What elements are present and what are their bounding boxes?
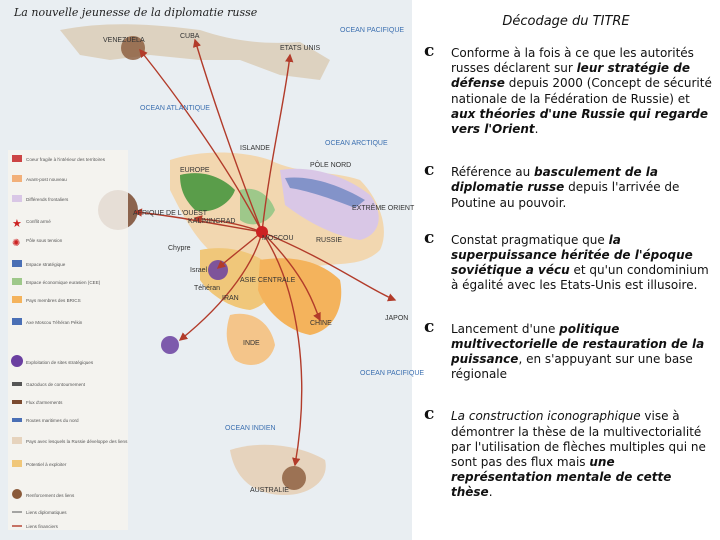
- label-ocean-pacifique-bottom: OCEAN PACIFIQUE: [360, 370, 425, 377]
- legend-item: Routes maritimes du nord: [26, 418, 79, 423]
- bullet-3: [424, 227, 714, 294]
- label-ocean-pacifique-top: OCEAN PACIFIQUE: [340, 27, 405, 34]
- c-icon: c: [424, 316, 435, 337]
- label-asie-centrale: ASIE CENTRALE: [240, 277, 296, 284]
- bullet-emphasis: aux théories d'une Russie qui regarde vers l'Orient: [451, 106, 709, 137]
- legend-item: Axe Moscou Téhéran Pékin: [26, 320, 83, 325]
- legend-item: Exploitation de sites stratégiques: [26, 360, 94, 365]
- legend-item: Espace économique eurasien (CEE): [26, 280, 101, 285]
- label-ocean-indien: OCEAN INDIEN: [225, 425, 276, 432]
- legend-item: Espace stratégique: [26, 262, 66, 267]
- bullet-emphasis: politique multivectorielle de restauration de la puissance: [451, 321, 705, 367]
- label-venezuela: VENEZUELA: [103, 37, 145, 44]
- label-europe: EUROPE: [180, 167, 210, 174]
- label-israel: Israel: [190, 267, 208, 274]
- c-icon: c: [424, 41, 435, 61]
- bullet-text: Constat pragmatique que: [451, 232, 609, 247]
- legend-item: Conflit armé: [26, 219, 51, 224]
- label-etats-unis: ETATS UNIS: [280, 45, 321, 52]
- bullet-emphasis: une représentation mentale de cette thèse: [451, 455, 672, 500]
- bullet-emphasis: la superpuissance héritée de l'époque soviétique a vécu: [451, 232, 693, 278]
- label-afrique: AFRIQUE DE L'OUEST: [133, 210, 208, 217]
- bullet-emphasis: leur stratégie de défense: [451, 61, 690, 91]
- bullet-text: et qu'un condominium à égalité avec les Etats-Unis est illusoire.: [451, 263, 709, 293]
- label-inde: INDE: [243, 340, 260, 347]
- bullet-2: [424, 160, 714, 211]
- label-pole-nord: PÔLE NORD: [310, 162, 352, 169]
- label-russie: RUSSIE: [316, 237, 343, 244]
- legend-item: Renforcement des liens: [26, 493, 75, 498]
- bullet-text: depuis 2000 (Concept de sécurité nationale de la Fédération de Russie) et: [451, 76, 712, 106]
- c-icon: c: [424, 227, 435, 248]
- label-ocean-arctique: OCEAN ARCTIQUE: [325, 140, 388, 147]
- bullet-text: vise à démontrer la thèse de la multivectorialité par l'utilisation de flèches multiples qui ne sont pas des flux mais: [451, 409, 706, 470]
- c-icon: c: [424, 160, 435, 181]
- bullet-text: .: [534, 122, 539, 137]
- label-chine: CHINE: [310, 320, 332, 327]
- label-teheran: Téhéran: [194, 285, 221, 292]
- legend-item: Gazoducs de contournement: [26, 382, 85, 387]
- bullet-1: [424, 41, 714, 137]
- legend-item: Pays avec lesquels la Russie développe des liens: [26, 439, 128, 444]
- label-australie: AUSTRALIE: [250, 487, 289, 494]
- legend-item: Flux d'armements: [26, 400, 63, 405]
- label-japon: JAPON: [385, 315, 409, 322]
- inde-marker: [161, 336, 179, 354]
- bullet-list: [424, 41, 714, 501]
- slide-title: Décodage du TITRE: [502, 14, 630, 29]
- bullet-4: [424, 316, 714, 383]
- label-ocean-atlantique: OCEAN ATLANTIQUE: [140, 105, 210, 112]
- bullet-emphasis: basculement de la diplomatie russe: [451, 165, 658, 195]
- map-title: La nouvelle jeunesse de la diplomatie russe: [14, 6, 258, 19]
- legend-item: Pôle sous tension: [26, 238, 63, 243]
- bullet-text: depuis l'arrivée de Poutine au pouvoir.: [451, 180, 680, 210]
- bullet-text: , en s'appuyant sur une base régionale: [451, 352, 693, 382]
- bullet-5: [424, 404, 714, 500]
- legend: [8, 150, 128, 530]
- bullet-text: Conforme à la fois à ce que les autorités russes déclarent sur: [451, 46, 694, 76]
- label-chypre: Chypre: [168, 245, 191, 252]
- c-icon: c: [424, 404, 435, 425]
- label-islande: ISLANDE: [240, 145, 270, 152]
- legend-item: Liens diplomatiques: [26, 510, 67, 515]
- legend-item: Différends frontaliers: [26, 197, 69, 202]
- legend-item: Avant-post nouveau: [26, 177, 67, 182]
- label-extreme-orient: EXTRÊME ORIENT: [352, 205, 415, 212]
- text-panel: [412, 0, 720, 540]
- label-iran: IRAN: [222, 295, 239, 302]
- label-moscou: MOSCOU: [262, 235, 294, 242]
- label-cuba: CUBA: [180, 33, 200, 40]
- legend-item: Pays membres des BRICS: [26, 298, 81, 303]
- legend-item: Coeur fragile à l'intérieur des territoires: [26, 157, 106, 162]
- label-kaliningrad: KALININGRAD: [188, 218, 236, 225]
- svg-text:★: ★: [12, 217, 22, 230]
- bullet-text: Lancement d'une: [451, 321, 560, 336]
- bullet-emphasis: La construction iconographique: [451, 409, 641, 424]
- bullet-text: .: [488, 485, 493, 500]
- legend-item: Liens financiers: [26, 524, 58, 529]
- legend-item: Potentiel à exploiter: [26, 462, 67, 467]
- svg-text:✺: ✺: [12, 238, 21, 249]
- bullet-text: Référence au: [451, 165, 535, 180]
